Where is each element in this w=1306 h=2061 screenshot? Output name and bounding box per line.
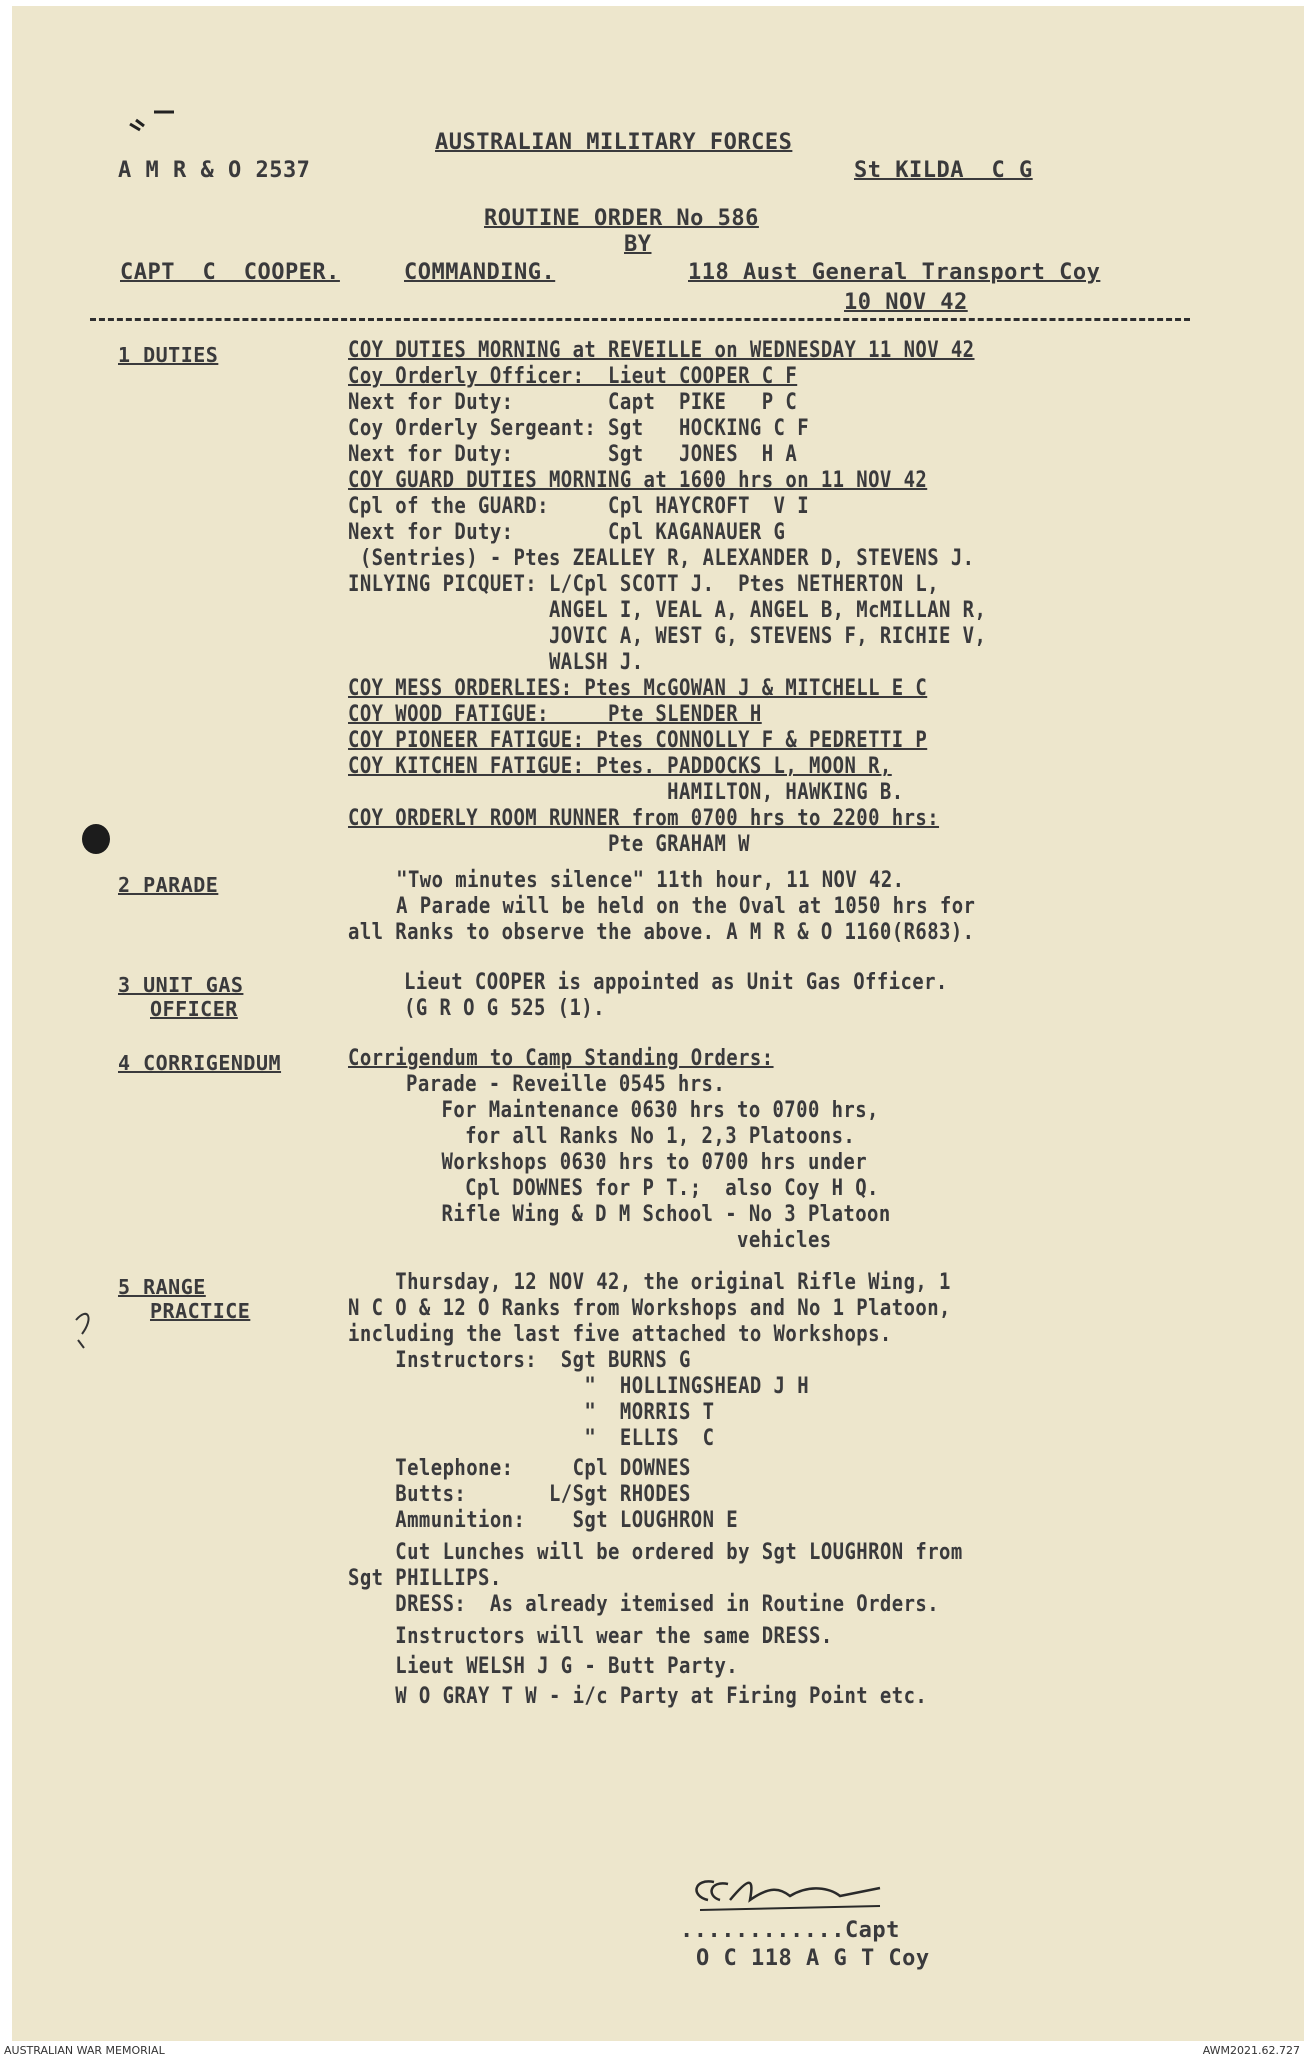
footer-accession: AWM2021.62.727 — [1202, 2044, 1300, 2057]
range-line: " ELLIS C — [348, 1426, 715, 1451]
section-heading-parade: 2 PARADE — [118, 873, 219, 897]
section-heading-gas: 3 UNIT GAS — [118, 973, 244, 997]
section-heading-corrigendum: 4 CORRIGENDUM — [118, 1051, 282, 1075]
duties-line: Cpl of the GUARD: Cpl HAYCROFT V I — [348, 494, 810, 519]
duties-line: HAMILTON, HAWKING B. — [348, 780, 904, 805]
duties-line: COY ORDERLY ROOM RUNNER from 0700 hrs to 2200 hrs: — [348, 806, 940, 831]
duties-line: Pte GRAHAM W — [348, 832, 750, 857]
range-line: N C O & 12 O Ranks from Workshops and No 1 Platoon, — [348, 1296, 951, 1321]
range-body — [348, 1270, 1079, 1710]
range-line: Telephone: Cpl DOWNES — [348, 1456, 691, 1481]
duties-line: Next for Duty: Capt PIKE P C — [348, 390, 798, 415]
parade-body — [348, 868, 1079, 946]
footer-credit: AUSTRALIAN WAR MEMORIAL — [4, 2044, 165, 2057]
commanding-label: COMMANDING. — [404, 260, 556, 285]
corrigendum-line: For Maintenance 0630 hrs to 0700 hrs, — [382, 1098, 879, 1123]
duties-line: Coy Orderly Officer: Lieut COOPER C F — [348, 364, 798, 389]
signature-title: O C 118 A G T Coy — [696, 1946, 930, 1971]
duties-line: (Sentries) - Ptes ZEALLEY R, ALEXANDER D, STEVENS J. — [348, 546, 975, 571]
duties-line: COY PIONEER FATIGUE: Ptes CONNOLLY F & PEDRETTI P — [348, 728, 928, 753]
parade-line: A Parade will be held on the Oval at 1050 hrs for — [396, 894, 976, 919]
range-line: Ammunition: Sgt LOUGHRON E — [348, 1508, 739, 1533]
order-date: 10 NOV 42 — [844, 290, 968, 315]
corrigendum-line: Corrigendum to Camp Standing Orders: — [348, 1046, 774, 1071]
range-line: Thursday, 12 NOV 42, the original Rifle Wing, 1 — [348, 1270, 951, 1295]
range-line: Instructors will wear the same DRESS. — [348, 1624, 833, 1649]
gas-line: Lieut COOPER is appointed as Unit Gas Officer. — [404, 970, 948, 995]
section-heading-range-2: PRACTICE — [150, 1299, 251, 1323]
corrigendum-line: for all Ranks No 1, 2,3 Platoons. — [382, 1124, 856, 1149]
margin-mark — [68, 1296, 108, 1356]
org-heading: AUSTRALIAN MILITARY FORCES — [435, 130, 793, 155]
duties-line: INLYING PICQUET: L/Cpl SCOTT J. Ptes NETHERTON L, — [348, 572, 940, 597]
range-line: W O GRAY T W - i/c Party at Firing Point etc. — [348, 1684, 928, 1709]
duties-line: COY DUTIES MORNING at REVEILLE on WEDNESDAY 11 NOV 42 — [348, 338, 975, 363]
handwritten-mark — [124, 102, 204, 142]
range-line: including the last five attached to Workshops. — [348, 1322, 892, 1347]
range-line: " HOLLINGSHEAD J H — [348, 1374, 810, 1399]
header-divider — [90, 318, 1190, 321]
reference: A M R & O 2537 — [118, 158, 311, 183]
range-line: Cut Lunches will be ordered by Sgt LOUGHRON from — [348, 1540, 963, 1565]
section-heading-gas-2: OFFICER — [150, 997, 238, 1021]
duties-line: COY MESS ORDERLIES: Ptes McGOWAN J & MITCHELL E C — [348, 676, 928, 701]
duties-line: Coy Orderly Sergeant: Sgt HOCKING C F — [348, 416, 810, 441]
range-line: Butts: L/Sgt RHODES — [348, 1482, 691, 1507]
range-line: Instructors: Sgt BURNS G — [348, 1348, 691, 1373]
punch-hole — [82, 824, 110, 854]
corrigendum-body — [348, 1046, 1079, 1254]
duties-line: COY WOOD FATIGUE: Pte SLENDER H — [348, 702, 762, 727]
corrigendum-line: Cpl DOWNES for P T.; also Coy H Q. — [382, 1176, 879, 1201]
gas-line: (G R O G 525 (1). — [404, 996, 605, 1021]
duties-line: Next for Duty: Sgt JONES H A — [348, 442, 798, 467]
range-line: DRESS: As already itemised in Routine Orders. — [348, 1592, 940, 1617]
handwritten-signature — [680, 1866, 920, 1926]
duties-line: COY GUARD DUTIES MORNING at 1600 hrs on 11 NOV 42 — [348, 468, 928, 493]
gas-body — [404, 970, 1092, 1022]
section-heading-duties: 1 DUTIES — [118, 343, 219, 367]
range-line: " MORRIS T — [348, 1400, 715, 1425]
section-heading-range: 5 RANGE — [118, 1275, 206, 1299]
parade-line: all Ranks to observe the above. A M R & O 1160(R683). — [348, 920, 975, 945]
corrigendum-line: Workshops 0630 hrs to 0700 hrs under — [382, 1150, 868, 1175]
duties-line: Next for Duty: Cpl KAGANAUER G — [348, 520, 786, 545]
duties-line: COY KITCHEN FATIGUE: Ptes. PADDOCKS L, MOON R, — [348, 754, 892, 779]
signature-line: ............Capt — [680, 1918, 900, 1943]
duties-line: JOVIC A, WEST G, STEVENS F, RICHIE V, — [348, 624, 987, 649]
range-line: Sgt PHILLIPS. — [348, 1566, 502, 1591]
parade-line: "Two minutes silence" 11th hour, 11 NOV 42. — [396, 868, 905, 893]
corrigendum-line: Rifle Wing & D M School - No 3 Platoon — [382, 1202, 891, 1227]
unit-name: 118 Aust General Transport Coy — [688, 260, 1101, 285]
duties-line: ANGEL I, VEAL A, ANGEL B, McMILLAN R, — [348, 598, 987, 623]
corrigendum-line: Parade - Reveille 0545 hrs. — [382, 1072, 726, 1097]
location: St KILDA C G — [854, 158, 1033, 183]
order-by: BY — [624, 232, 652, 257]
order-title: ROUTINE ORDER No 586 — [484, 206, 759, 231]
duties-line: WALSH J. — [348, 650, 644, 675]
commanding-officer: CAPT C COOPER. — [120, 260, 340, 285]
document-page — [12, 6, 1304, 2041]
range-line: Lieut WELSH J G - Butt Party. — [348, 1654, 739, 1679]
corrigendum-line: vehicles — [382, 1228, 832, 1253]
duties-body — [348, 338, 1079, 858]
